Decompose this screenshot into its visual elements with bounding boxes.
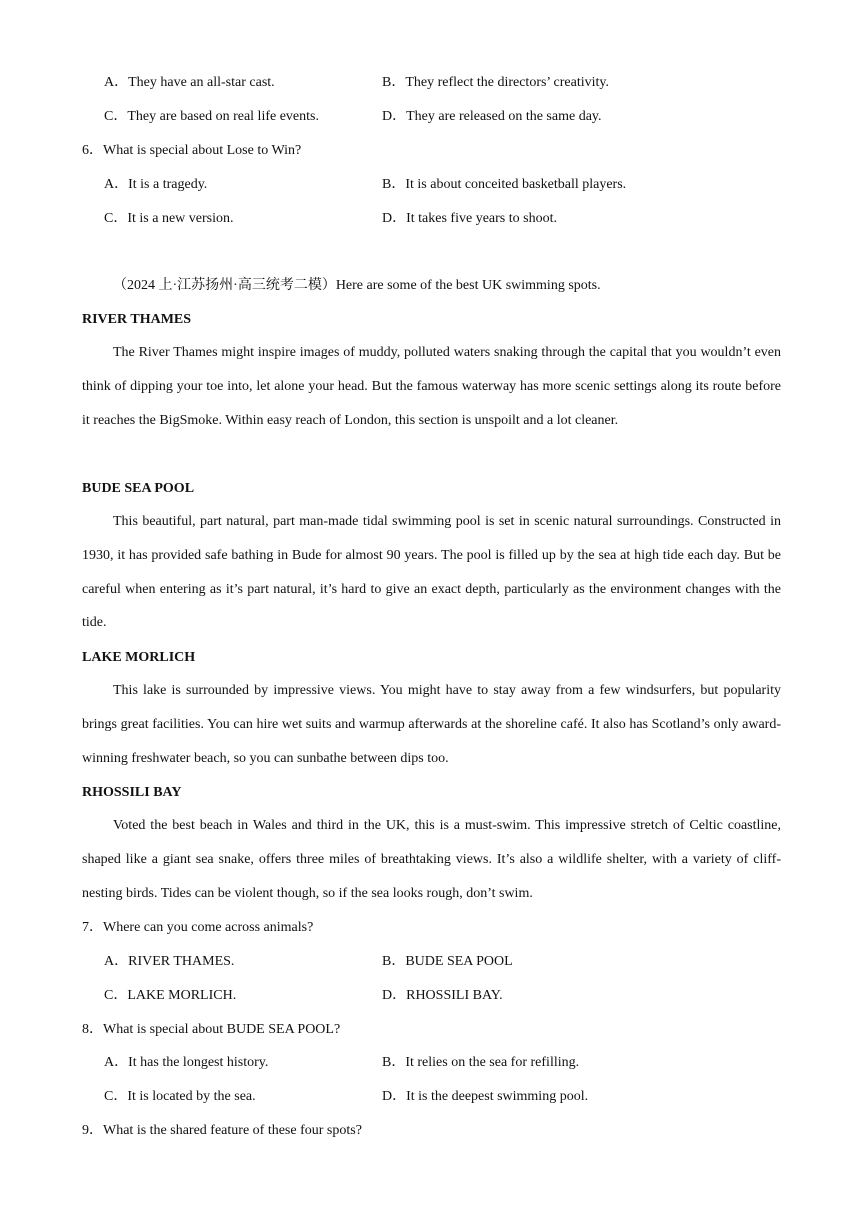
- q6-option-d: D．It takes five years to shoot.: [382, 211, 557, 226]
- q9-question: 9．What is the shared feature of these four spots?: [82, 1123, 362, 1138]
- section-text-rhossili-bay: Voted the best beach in Wales and third in the UK, this is a must-swim. This impressive stretch of Celtic coastline, shaped like a giant sea snake, offers three miles of breathtaking views. It’s also a wildlife shelter, with a variety of cliff-nesting birds. Tides can be violent though, so if the sea looks rough, don’t swim.: [82, 818, 781, 901]
- q7-option-a: A．RIVER THAMES.: [104, 954, 235, 969]
- q7-option-d: D．RHOSSILI BAY.: [382, 988, 503, 1003]
- section-heading-river-thames: RIVER THAMES: [82, 312, 192, 327]
- passage-intro: （2024 上·江苏扬州·高三统考二模）Here are some of the best UK swimming spots.: [113, 278, 601, 293]
- section-text-lake-morlich: This lake is surrounded by impressive views. You might have to stay away from a few windsurfers, but popularity brings great facilities. You can hire wet suits and warmup afterwards at the shoreline café. It also has Scotland’s only award-winning freshwater beach, so you can sunbathe between dips too.: [82, 683, 781, 766]
- q7-question: 7．Where can you come across animals?: [82, 920, 314, 935]
- q6-option-a: A．It is a tragedy.: [104, 177, 208, 192]
- q7-option-c: C．LAKE MORLICH.: [104, 988, 237, 1003]
- section-text-river-thames: The River Thames might inspire images of muddy, polluted waters snaking through the capital that you wouldn’t even think of dipping your toe into, let alone your head. But the famous waterway has more scenic settings along its route before it reaches the BigSmoke. Within easy reach of London, this section is unspoilt and a lot cleaner.: [82, 345, 781, 428]
- q8-option-b: B．It relies on the sea for refilling.: [382, 1055, 580, 1070]
- section-heading-bude-sea-pool: BUDE SEA POOL: [82, 481, 195, 496]
- q8-option-d: D．It is the deepest swimming pool.: [382, 1089, 589, 1104]
- q8-option-c: C．It is located by the sea.: [104, 1089, 256, 1104]
- q5-option-a: A．They have an all-star cast.: [104, 75, 275, 90]
- q5-option-c: C．They are based on real life events.: [104, 109, 319, 124]
- section-heading-lake-morlich: LAKE MORLICH: [82, 650, 196, 665]
- q7-option-b: B．BUDE SEA POOL: [382, 954, 513, 969]
- q5-option-d: D．They are released on the same day.: [382, 109, 602, 124]
- q6-question: 6．What is special about Lose to Win?: [82, 143, 302, 158]
- q8-option-a: A．It has the longest history.: [104, 1055, 269, 1070]
- q8-question: 8．What is special about BUDE SEA POOL?: [82, 1022, 341, 1037]
- section-heading-rhossili-bay: RHOSSILI BAY: [82, 785, 182, 800]
- q5-option-b: B．They reflect the directors’ creativity.: [382, 75, 610, 90]
- q6-option-b: B．It is about conceited basketball players.: [382, 177, 627, 192]
- q6-option-c: C．It is a new version.: [104, 211, 234, 226]
- section-text-bude-sea-pool: This beautiful, part natural, part man-made tidal swimming pool is set in scenic natural surroundings. Constructed in 1930, it has provided safe bathing in Bude for almost 90 years. The pool is filled up by the sea at high tide each day. But be careful when entering as it’s part natural, it’s hard to give an exact depth, particularly as the environment changes with the tide.: [82, 514, 781, 631]
